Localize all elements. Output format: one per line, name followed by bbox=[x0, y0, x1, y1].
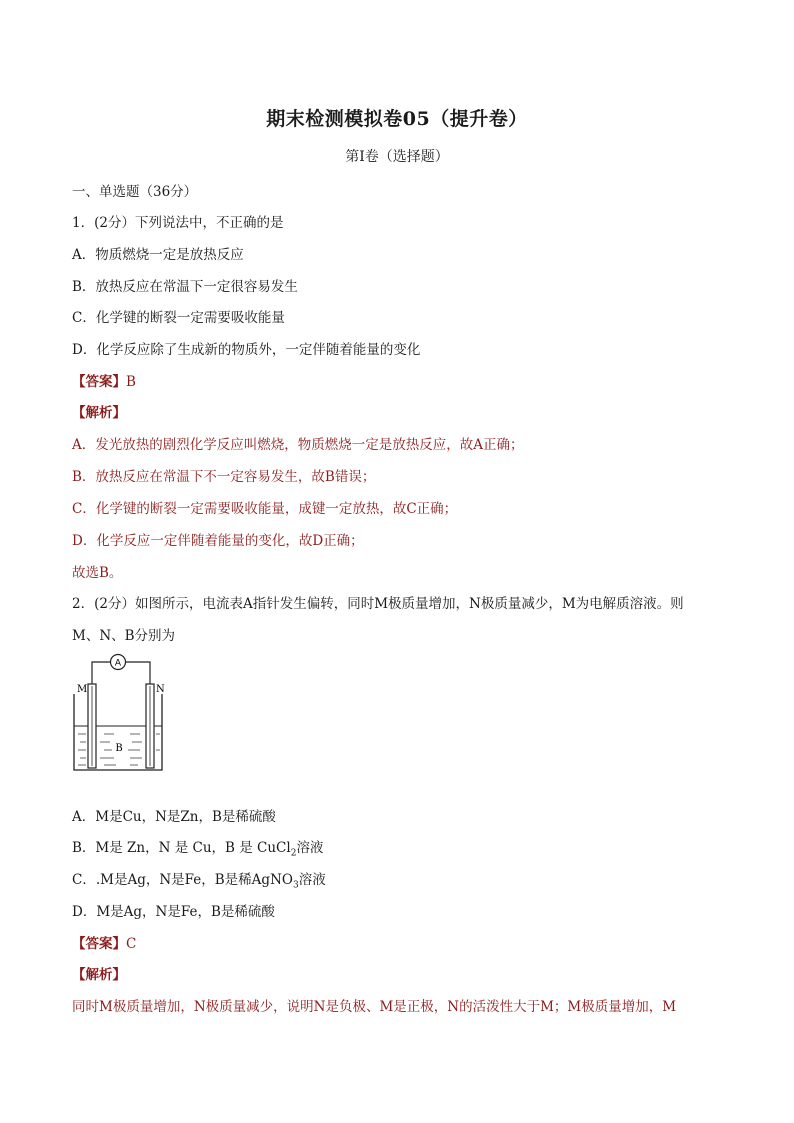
answer-value: B bbox=[126, 374, 136, 390]
electrochemical-cell-figure bbox=[70, 650, 170, 775]
q1-option-a: A．物质燃烧一定是放热反应 bbox=[72, 247, 244, 263]
q1-option-c: C．化学键的断裂一定需要吸收能量 bbox=[72, 310, 285, 326]
q1-analysis-label: 【解析】 bbox=[72, 405, 126, 421]
page-title: 期末检测模拟卷05（提升卷） bbox=[266, 108, 528, 130]
q1-stem: 1．(2分）下列说法中，不正确的是 bbox=[72, 215, 284, 231]
answer-value: C bbox=[126, 936, 137, 952]
section-heading: 一、单选题（36分） bbox=[72, 184, 198, 200]
q2-option-d: D．M是Ag，N是Fe，B是稀硫酸 bbox=[72, 904, 275, 920]
q2-option-a: A．M是Cu，N是Zn，B是稀硫酸 bbox=[72, 809, 276, 825]
q2-analysis-line1: 同时M极质量增加，N极质量减少，说明N是负极、M是正极，N的活泼性大于M；M极质量增加，M bbox=[72, 999, 677, 1015]
q2-stem-line1: 2．(2分）如图所示，电流表A指针发生偏转，同时M极质量增加，N极质量减少，M为电解质溶液。则 bbox=[72, 596, 684, 612]
q1-option-d: D．化学反应除了生成新的物质外，一定伴随着能量的变化 bbox=[72, 342, 421, 358]
svg-text:A: A bbox=[114, 658, 122, 669]
q1-answer bbox=[72, 370, 136, 390]
svg-text:M: M bbox=[77, 684, 88, 695]
q1-analysis-c: C．化学键的断裂一定需要吸收能量，成键一定放热，故C正确； bbox=[72, 501, 458, 517]
q2-stem-line2: M、N、B分别为 bbox=[72, 628, 176, 644]
q1-analysis-b: B．放热反应在常温下不一定容易发生，故B错误； bbox=[72, 469, 376, 485]
answer-label: 【答案】 bbox=[72, 374, 126, 390]
q1-analysis-a: A．发光放热的剧烈化学反应叫燃烧，物质燃烧一定是放热反应，故A正确； bbox=[72, 437, 524, 453]
q2-option-c: C．.M是Ag，N是Fe，B是稀AgNO$_3$溶液 bbox=[72, 872, 326, 891]
cell-diagram bbox=[70, 650, 170, 775]
answer-label: 【答案】 bbox=[72, 936, 126, 952]
q1-option-b: B．放热反应在常温下一定很容易发生 bbox=[72, 279, 298, 295]
q1-conclusion: 故选B。 bbox=[72, 565, 123, 581]
q2-option-b: B．M是 Zn，N 是 Cu，B 是 CuCl$_2$溶液 bbox=[72, 840, 324, 859]
q1-analysis-d: D．化学反应一定伴随着能量的变化，故D正确； bbox=[72, 533, 364, 549]
q2-answer bbox=[72, 932, 136, 952]
page-subtitle: 第I卷（选择题） bbox=[345, 149, 449, 165]
q2-analysis-label: 【解析】 bbox=[72, 967, 126, 983]
svg-text:B: B bbox=[115, 743, 123, 754]
svg-text:N: N bbox=[156, 684, 165, 695]
